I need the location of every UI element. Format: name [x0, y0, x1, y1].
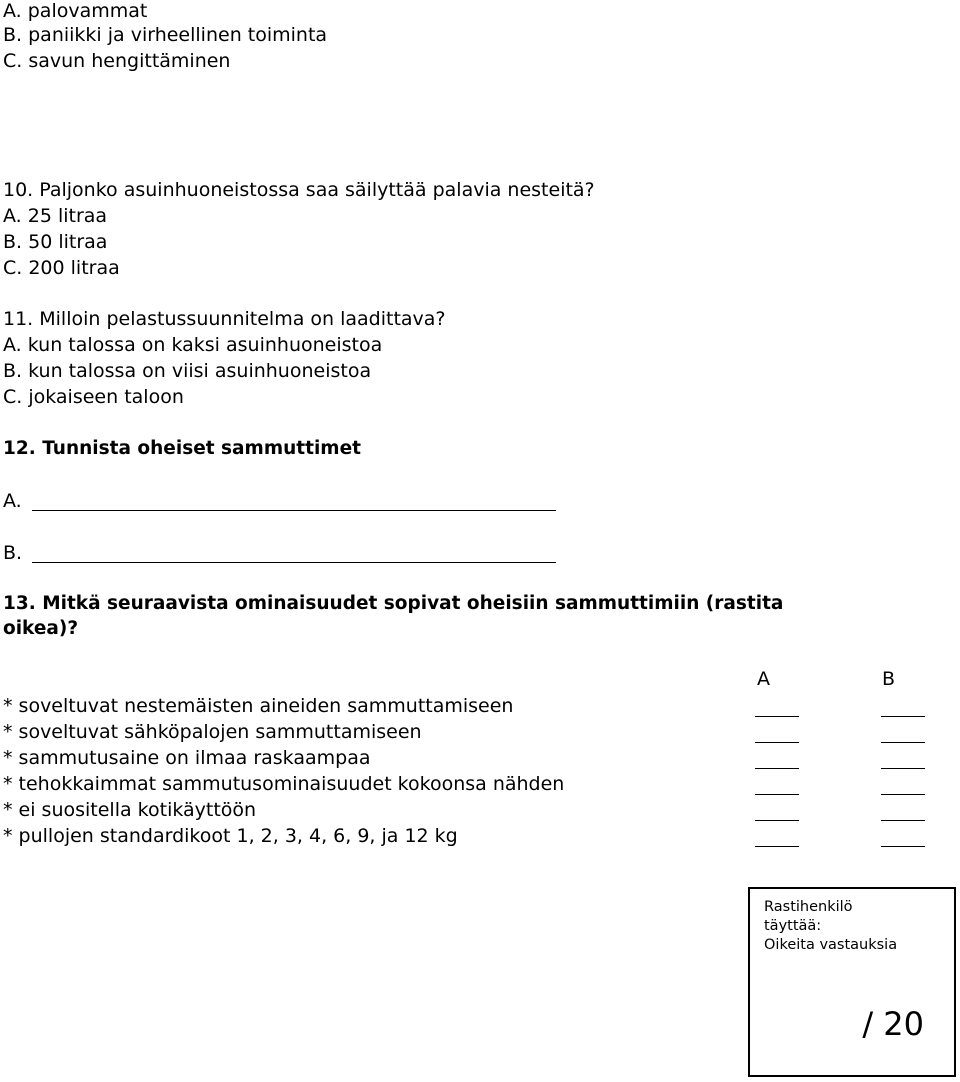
- q12-answer-b-line[interactable]: [32, 562, 556, 563]
- q12-label-a: A.: [3, 490, 22, 512]
- answer-blank-b-2[interactable]: [881, 742, 925, 743]
- score-value[interactable]: / 20: [862, 1005, 924, 1043]
- q13-item: * pullojen standardikoot 1, 2, 3, 4, 6, 9, ja 12 kg: [3, 825, 458, 847]
- column-header-a: A: [757, 668, 770, 690]
- q9-option-c: C. savun hengittäminen: [3, 50, 231, 72]
- q13-question-line2: oikea)?: [3, 618, 79, 639]
- q11-question: 11. Milloin pelastussuunnitelma on laadittava?: [3, 308, 446, 330]
- answer-blank-a-2[interactable]: [755, 742, 799, 743]
- answer-blank-a-5[interactable]: [755, 820, 799, 821]
- score-box-line3: Oikeita vastauksia: [764, 937, 898, 953]
- q13-item: * soveltuvat sähköpalojen sammuttamiseen: [3, 721, 422, 743]
- q12-label-b: B.: [3, 542, 23, 564]
- q10-option-a: A. 25 litraa: [3, 205, 108, 227]
- score-box: [748, 887, 956, 1077]
- q10-question: 10. Paljonko asuinhuoneistossa saa säilyttää palavia nesteitä?: [3, 179, 595, 201]
- answer-blank-a-1[interactable]: [755, 716, 799, 717]
- score-box-line2: täyttää:: [764, 918, 822, 934]
- q13-item: * tehokkaimmat sammutusominaisuudet kokoonsa nähden: [3, 773, 565, 795]
- answer-blank-b-4[interactable]: [881, 794, 925, 795]
- q9-option-b: B. paniikki ja virheellinen toiminta: [3, 24, 328, 46]
- q13-item: * sammutusaine on ilmaa raskaampaa: [3, 747, 371, 769]
- score-box-line1: Rastihenkilö: [764, 899, 853, 915]
- answer-blank-b-1[interactable]: [881, 716, 925, 717]
- q13-question-line1: 13. Mitkä seuraavista ominaisuudet sopivat oheisiin sammuttimiin (rastita: [3, 593, 784, 614]
- q9-option-a: A. palovammat: [3, 0, 148, 22]
- answer-blank-a-3[interactable]: [755, 768, 799, 769]
- q11-option-a: A. kun talossa on kaksi asuinhuoneistoa: [3, 334, 383, 356]
- q10-option-c: C. 200 litraa: [3, 257, 120, 279]
- answer-blank-b-6[interactable]: [881, 846, 925, 847]
- answer-blank-b-3[interactable]: [881, 768, 925, 769]
- q12-answer-a-line[interactable]: [32, 510, 556, 511]
- answer-blank-a-4[interactable]: [755, 794, 799, 795]
- q13-item: * ei suositella kotikäyttöön: [3, 799, 257, 821]
- answer-blank-b-5[interactable]: [881, 820, 925, 821]
- q11-option-b: B. kun talossa on viisi asuinhuoneistoa: [3, 360, 372, 382]
- q11-option-c: C. jokaiseen taloon: [3, 386, 184, 408]
- q12-question: 12. Tunnista oheiset sammuttimet: [3, 438, 361, 459]
- q10-option-b: B. 50 litraa: [3, 231, 108, 253]
- q13-item: * soveltuvat nestemäisten aineiden sammuttamiseen: [3, 695, 514, 717]
- column-header-b: B: [882, 668, 896, 690]
- answer-blank-a-6[interactable]: [755, 846, 799, 847]
